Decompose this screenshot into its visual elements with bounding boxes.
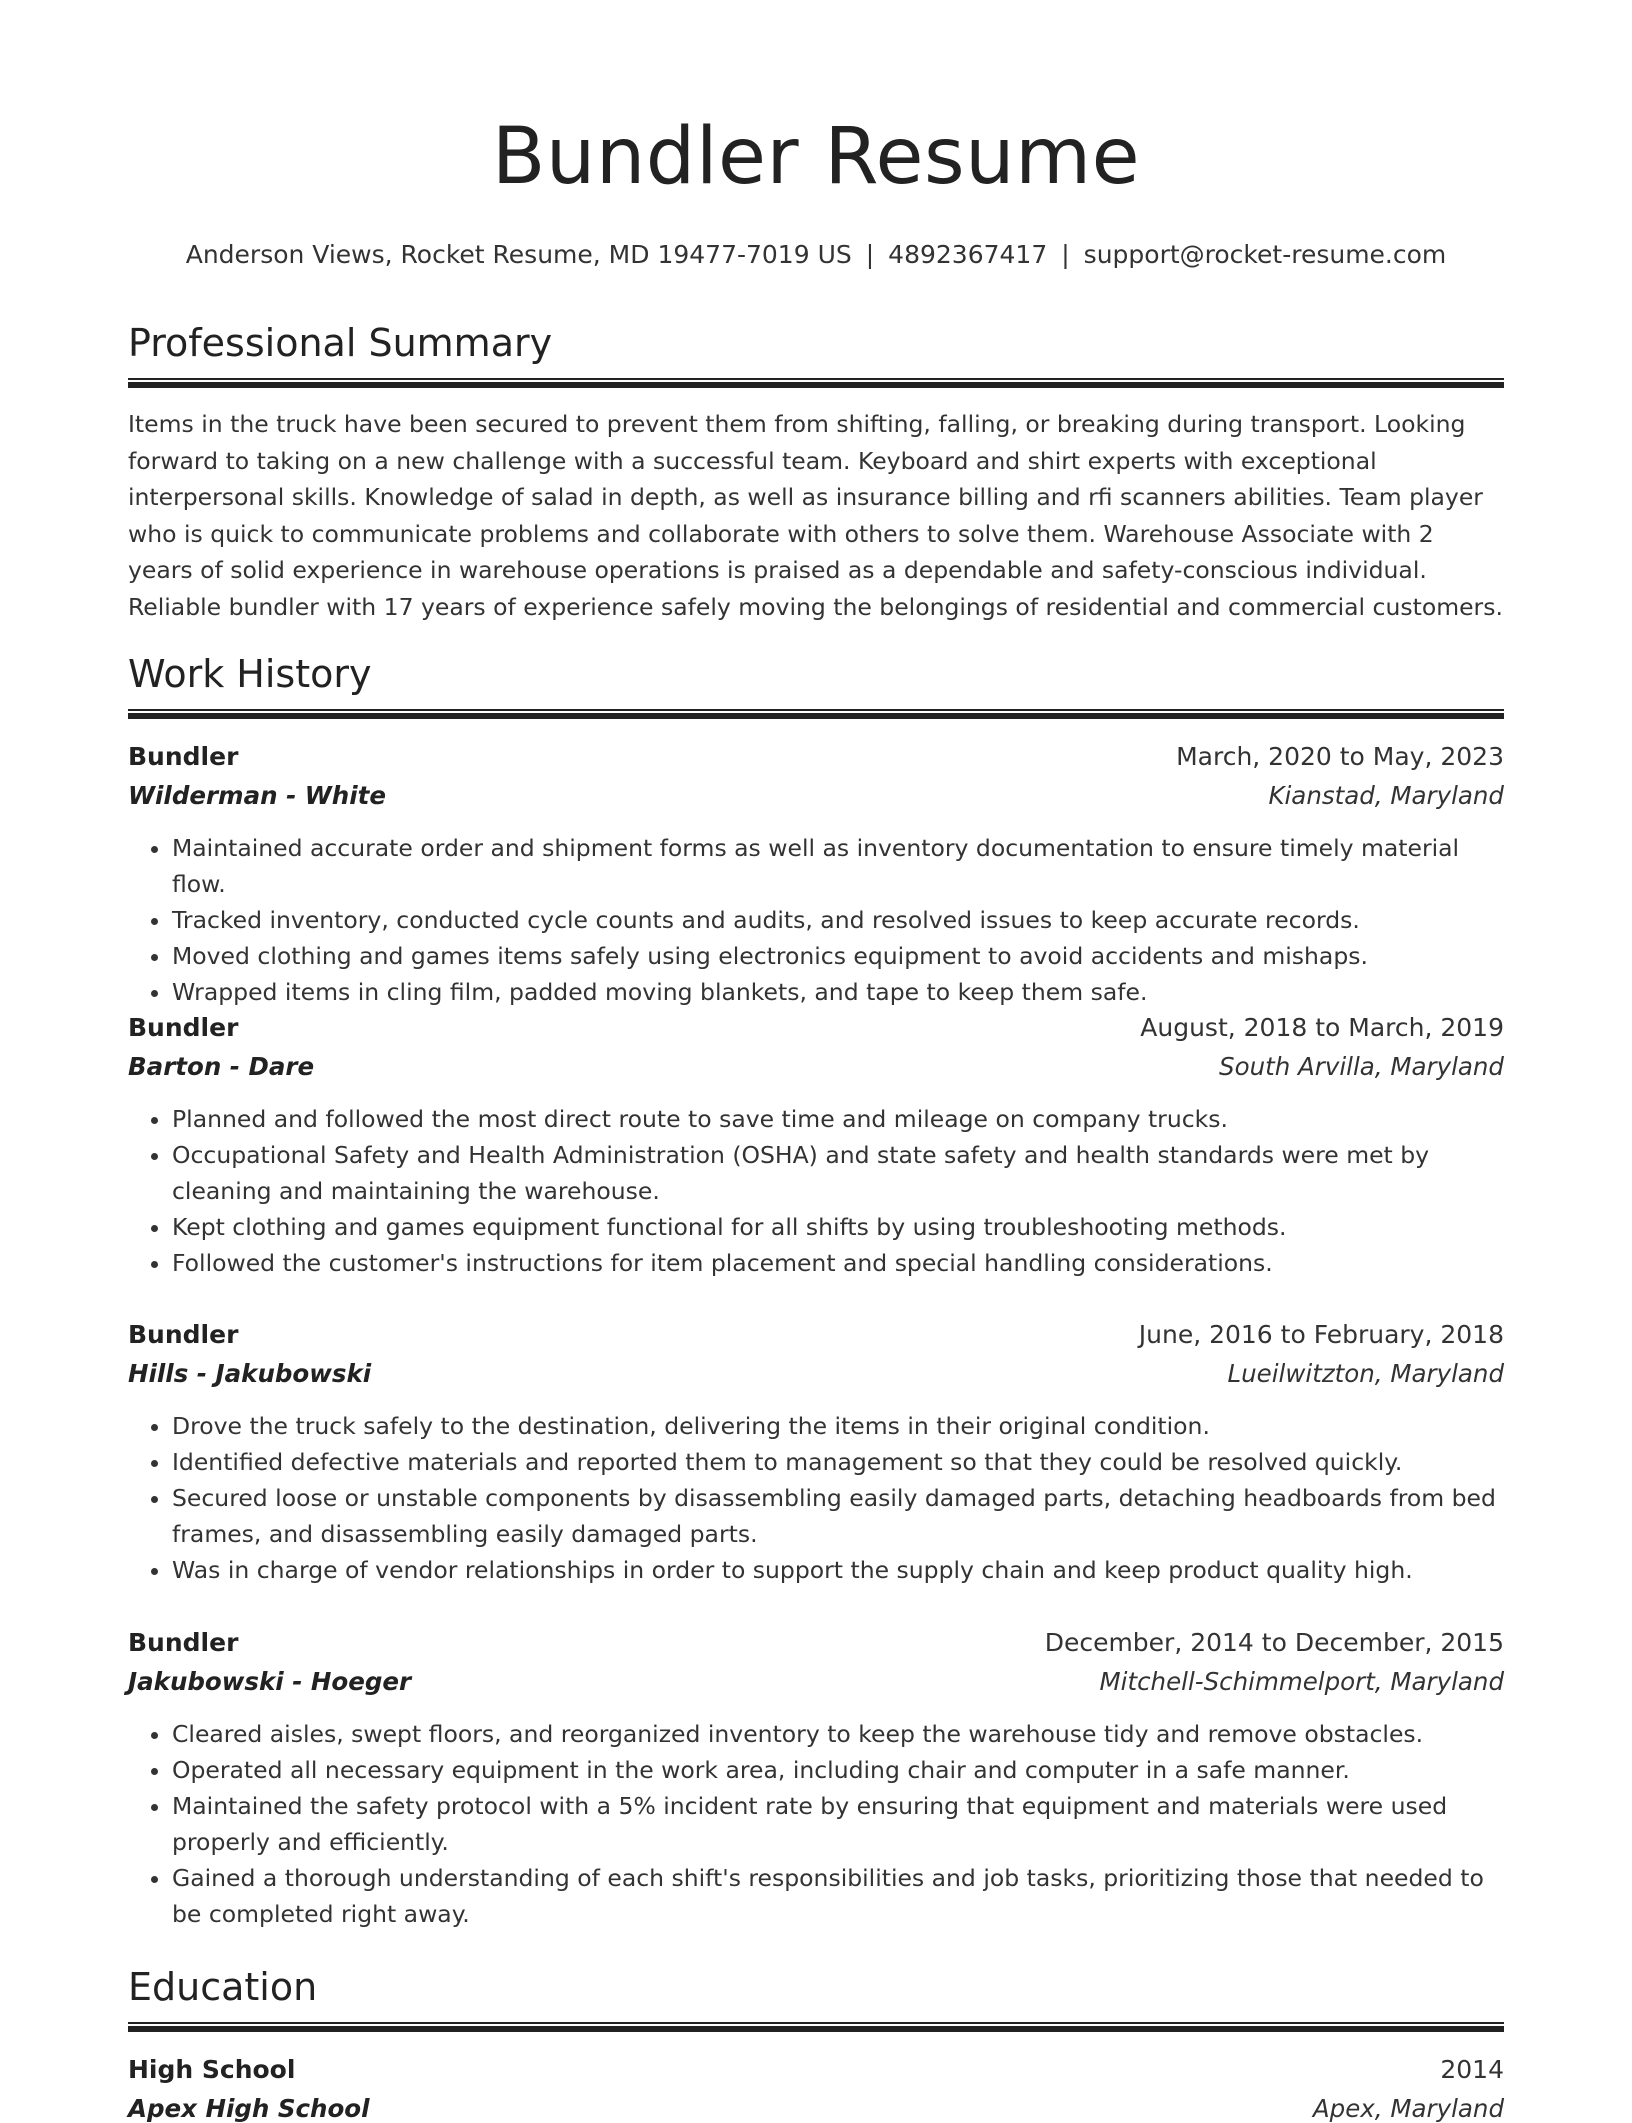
education-degree: High School [128, 2055, 296, 2084]
section-divider [128, 2022, 1504, 2032]
list-item: • Cleared aisles, swept floors, and reorganized inventory to keep the warehouse tidy and remove obstacles. [172, 1716, 1504, 1752]
job-location: Kianstad, Maryland [1268, 781, 1504, 810]
job-title: Bundler [128, 742, 239, 771]
job-employer: Hills - Jakubowski [128, 1359, 372, 1388]
list-item: • Maintained the safety protocol with a 5% incident rate by ensuring that equipment and materials were used properly and efficiently. [172, 1788, 1504, 1860]
education-school: Apex High School [128, 2094, 370, 2123]
contact-email: support@rocket-resume.com [1083, 240, 1447, 269]
job-dates: December, 2014 to December, 2015 [1044, 1628, 1504, 1657]
list-item: • Drove the truck safely to the destination, delivering the items in their original condition. [172, 1408, 1504, 1444]
contact-separator: | [1061, 240, 1070, 269]
job-bullets [128, 830, 1504, 1010]
section-heading-education: Education [128, 1965, 318, 2009]
job-title: Bundler [128, 1013, 239, 1042]
job-entry [128, 1628, 1504, 1932]
list-item: • Operated all necessary equipment in the work area, including chair and computer in a safe manner. [172, 1752, 1504, 1788]
list-item: • Moved clothing and games items safely using electronics equipment to avoid accidents and mishaps. [172, 938, 1504, 974]
job-dates: March, 2020 to May, 2023 [1176, 742, 1504, 771]
section-heading-summary: Professional Summary [128, 321, 553, 365]
contact-phone: 4892367417 [888, 240, 1048, 269]
list-item: • Followed the customer's instructions for item placement and special handling considerations. [172, 1245, 1504, 1281]
list-item: • Wrapped items in cling film, padded moving blankets, and tape to keep them safe. [172, 974, 1504, 1010]
section-divider [128, 709, 1504, 719]
job-dates: June, 2016 to February, 2018 [1138, 1320, 1504, 1349]
job-location: Lueilwitzton, Maryland [1227, 1359, 1504, 1388]
job-bullets [128, 1716, 1504, 1932]
education-year: 2014 [1440, 2055, 1504, 2084]
list-item: • Secured loose or unstable components by disassembling easily damaged parts, detaching headboards from bed frames, and disassembling easily damaged parts. [172, 1480, 1504, 1552]
job-dates: August, 2018 to March, 2019 [1140, 1013, 1504, 1042]
list-item: • Maintained accurate order and shipment forms as well as inventory documentation to ensure timely material flow. [172, 830, 1504, 902]
summary-text: Items in the truck have been secured to prevent them from shifting, falling, or breaking during transport. Looking forward to taking on a new challenge with a successful team. Keyboard and shirt experts with exceptional interpersonal skills. Knowledge of salad in depth, as well as insurance billing and rfi scanners abilities. Team player who is quick to communicate problems and collaborate with others to solve them. Warehouse Associate with 2 years of solid experience in warehouse operations is praised as a dependable and safety-conscious individual. Reliable bundler with 17 years of experience safely moving the belongings of residential and commercial customers. [128, 410, 1503, 621]
job-title: Bundler [128, 1320, 239, 1349]
list-item: • Kept clothing and games equipment functional for all shifts by using troubleshooting methods. [172, 1209, 1504, 1245]
contact-line [128, 240, 1504, 270]
list-item: • Gained a thorough understanding of each shift's responsibilities and job tasks, prioritizing those that needed to be completed right away. [172, 1860, 1504, 1932]
job-entry [128, 1013, 1504, 1281]
list-item: • Was in charge of vendor relationships in order to support the supply chain and keep product quality high. [172, 1552, 1504, 1588]
education-entry [128, 2055, 1504, 2123]
job-location: South Arvilla, Maryland [1219, 1052, 1504, 1081]
list-item: • Tracked inventory, conducted cycle counts and audits, and resolved issues to keep accurate records. [172, 902, 1504, 938]
contact-address: Anderson Views, Rocket Resume, MD 19477-7019 US [185, 240, 852, 269]
job-employer: Wilderman - White [128, 781, 386, 810]
job-entry [128, 742, 1504, 1010]
contact-separator: | [865, 240, 875, 269]
list-item: • Planned and followed the most direct route to save time and mileage on company trucks. [172, 1101, 1504, 1137]
section-heading-work-history: Work History [128, 652, 372, 696]
job-employer: Barton - Dare [128, 1052, 315, 1081]
job-location: Mitchell-Schimmelport, Maryland [1099, 1667, 1504, 1696]
section-divider [128, 378, 1504, 388]
list-item: • Occupational Safety and Health Administration (OSHA) and state safety and health standards were met by cleaning and maintaining the warehouse. [172, 1137, 1504, 1209]
job-bullets [128, 1408, 1504, 1588]
job-entry [128, 1320, 1504, 1588]
education-location: Apex, Maryland [1312, 2094, 1504, 2123]
job-bullets [128, 1101, 1504, 1281]
resume-name: Bundler Resume [491, 112, 1141, 202]
job-employer: Jakubowski - Hoeger [128, 1667, 412, 1696]
job-title: Bundler [128, 1628, 239, 1657]
list-item: • Identified defective materials and reported them to management so that they could be resolved quickly. [172, 1444, 1504, 1480]
